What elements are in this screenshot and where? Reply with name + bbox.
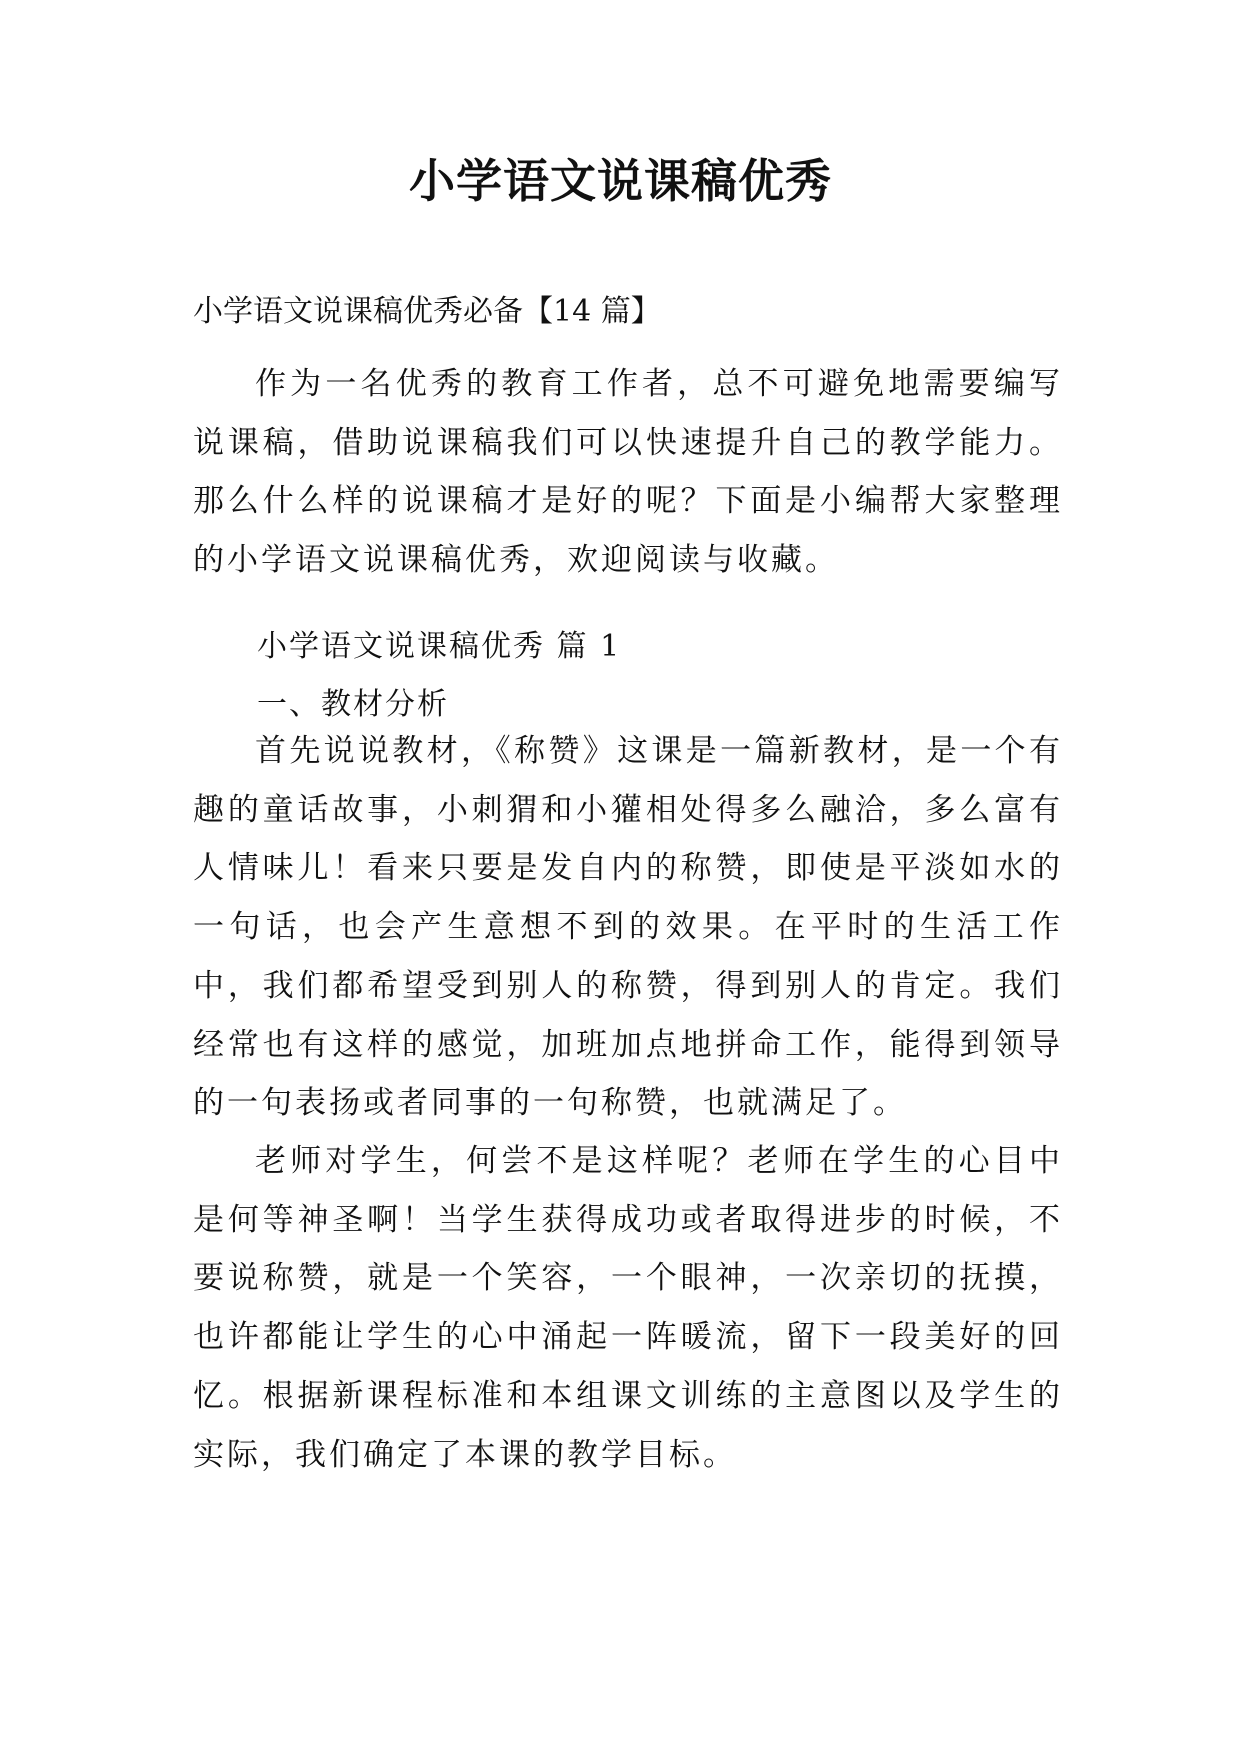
body-paragraph-1: 首先说说教材，《称赞》这课是一篇新教材，是一个有趣的童话故事，小刺猬和小獾相处得多么融洽，多么富有人情味儿！看来只要是发自内的称赞，即使是平淡如水的一句话，也会产生意想不到的效果。在平时的生活工作中，我们都希望受到别人的称赞，得到别人的肯定。我们经常也有这样的感觉，加班加点地拼命工作，能得到领导的一句表扬或者同事的一句称赞，也就满足了。 [193,733,1063,1122]
body-paragraph-2: 老师对学生，何尝不是这样呢？老师在学生的心目中是何等神圣啊！当学生获得成功或者取得进步的时候，不要说称赞，就是一个笑容，一个眼神，一次亲切的抚摸，也许都能让学生的心中涌起一阵暖流，留下一段美好的回忆。根据新课程标准和本组课文训练的主意图以及学生的实际，我们确定了本课的教学目标。 [193,1143,1063,1473]
section-title: 小学语文说课稿优秀 篇 1 [257,629,622,664]
document-title: 小学语文说课稿优秀 [409,154,832,208]
section-subheading: 一、教材分析 [257,687,449,722]
document-subtitle: 小学语文说课稿优秀必备【14 篇】 [193,294,661,329]
intro-paragraph: 作为一名优秀的教育工作者，总不可避免地需要编写说课稿，借助说课稿我们可以快速提升自己的教学能力。那么什么样的说课稿才是好的呢？下面是小编帮大家整理的小学语文说课稿优秀，欢迎阅读与收藏。 [193,366,1063,579]
